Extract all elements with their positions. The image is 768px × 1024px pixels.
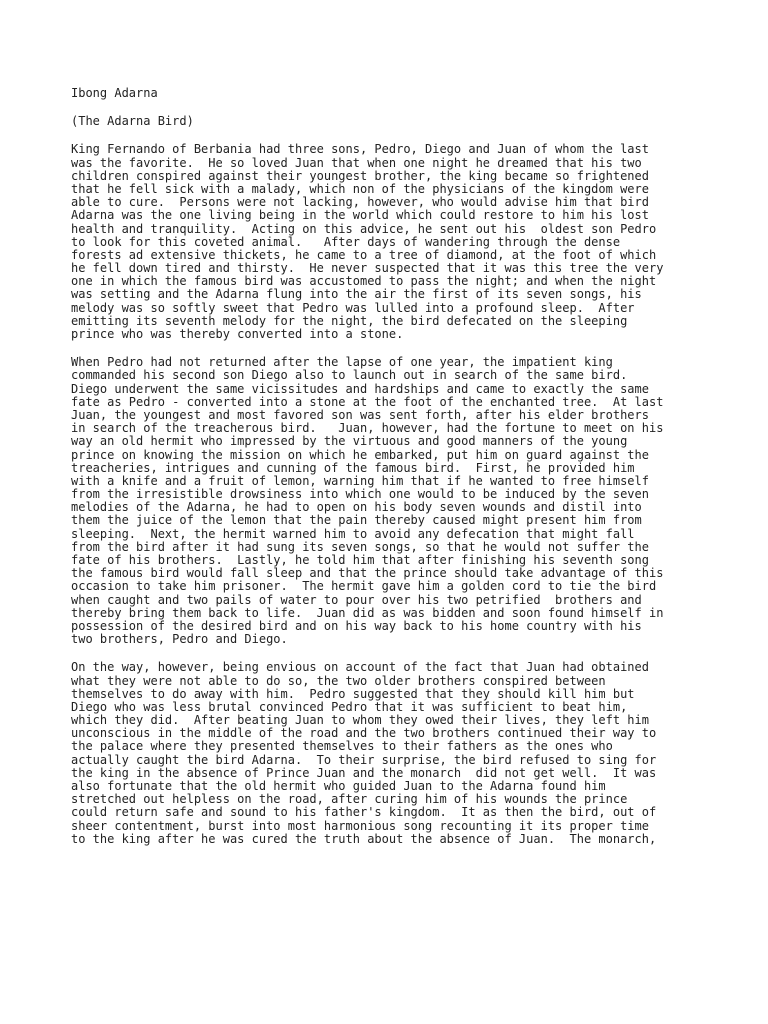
text-line: possession of the desired bird and on his way back to his home country with his bbox=[71, 618, 642, 633]
text-line: themselves to do away with him. Pedro suggested that they should kill him but bbox=[71, 686, 635, 701]
paragraph bbox=[71, 143, 708, 341]
text-line: sleeping. Next, the hermit warned him to avoid any defecation that might fall bbox=[71, 526, 635, 541]
text-line: prince who was thereby converted into a stone. bbox=[71, 327, 404, 341]
text-line: treacheries, intrigues and cunning of the famous bird. First, he provided him bbox=[71, 460, 635, 475]
text-line: occasion to take him prisoner. The hermit gave him a golden cord to tie the bird bbox=[71, 579, 657, 594]
text-line: what they were not able to do so, the two older brothers conspired between bbox=[71, 673, 606, 688]
text-line: from the irresistible drowsiness into which one would to be induced by the seven bbox=[71, 487, 649, 502]
document-body bbox=[71, 143, 708, 846]
paragraph bbox=[71, 661, 708, 846]
text-line: Diego who was less brutal convinced Pedro that it was sufficient to beat him, bbox=[71, 699, 628, 714]
text-line: actually caught the bird Adarna. To their surprise, the bird refused to sing for bbox=[71, 752, 657, 767]
text-line: which they did. After beating Juan to whom they owed their lives, they left him bbox=[71, 713, 649, 728]
text-line: was the favorite. He so loved Juan that when one night he dreamed that his two bbox=[71, 155, 642, 170]
text-line: melodies of the Adarna, he had to open on his body seven wounds and distil into bbox=[71, 500, 642, 515]
text-line: health and tranquility. Acting on this advice, he sent out his oldest son Pedro bbox=[71, 221, 657, 236]
text-line: Adarna was the one living being in the world which could restore to him his lost bbox=[71, 208, 649, 223]
text-line: one in which the famous bird was accustomed to pass the night; and when the night bbox=[71, 274, 657, 289]
text-line: to look for this coveted animal. After days of wandering through the dense bbox=[71, 234, 621, 249]
text-line: forests ad extensive thickets, he came to a tree of diamond, at the foot of which bbox=[71, 247, 657, 262]
text-line: with a knife and a fruit of lemon, warning him that if he wanted to free himself bbox=[71, 473, 649, 488]
text-line: the palace where they presented themselves to their fathers as the ones who bbox=[71, 739, 613, 754]
text-line: to the king after he was cured the truth about the absence of Juan. The monarch, bbox=[71, 831, 657, 846]
text-line: also fortunate that the old hermit who guided Juan to the Adarna found him bbox=[71, 779, 606, 793]
text-line: children conspired against their youngest brother, the king became so frightened bbox=[71, 168, 649, 183]
text-line: that he fell sick with a malady, which non of the physicians of the kingdom were bbox=[71, 181, 649, 196]
document-title: Ibong Adarna bbox=[71, 86, 158, 100]
text-line: Juan, the youngest and most favored son was sent forth, after his elder brothers bbox=[71, 407, 649, 422]
text-line: fate of his brothers. Lastly, he told him that after finishing his seventh song bbox=[71, 553, 649, 567]
text-line: them the juice of the lemon that the pain thereby caused might present him from bbox=[71, 513, 642, 528]
text-line: from the bird after it had sung its seven songs, so that he would not suffer the bbox=[71, 539, 649, 554]
text-line: able to cure. Persons were not lacking, however, who would advise him that bird bbox=[71, 195, 649, 210]
text-line: On the way, however, being envious on account of the fact that Juan had obtained bbox=[71, 660, 649, 675]
text-line: prince on knowing the mission on which he embarked, put him on guard against the bbox=[71, 447, 649, 462]
text-line: Diego underwent the same vicissitudes and hardships and came to exactly the same bbox=[71, 381, 649, 396]
text-line: he fell down tired and thirsty. He never suspected that it was this tree the very bbox=[71, 261, 664, 276]
text-line: two brothers, Pedro and Diego. bbox=[71, 632, 288, 647]
paragraph bbox=[71, 356, 708, 646]
text-line: could return safe and sound to his father's kingdom. It as then the bird, out of bbox=[71, 805, 657, 820]
text-line: sheer contentment, burst into most harmonious song recounting it its proper time bbox=[71, 818, 649, 833]
text-line: stretched out helpless on the road, after curing him of his wounds the prince bbox=[71, 792, 628, 807]
document-subtitle: (The Adarna Bird) bbox=[71, 114, 194, 129]
text-line: the king in the absence of Prince Juan and the monarch did not get well. It was bbox=[71, 765, 657, 780]
text-line: thereby bring them back to life. Juan did as was bidden and soon found himself in bbox=[71, 605, 664, 620]
text-line: King Fernando of Berbania had three sons, Pedro, Diego and Juan of whom the last bbox=[71, 142, 649, 157]
text-line: commanded his second son Diego also to launch out in search of the same bird. bbox=[71, 368, 628, 383]
text-line: when caught and two pails of water to pour over his two petrified brothers and bbox=[71, 592, 642, 607]
text-line: melody was so softly sweet that Pedro was lulled into a profound sleep. After bbox=[71, 300, 635, 315]
text-line: emitting its seventh melody for the night, the bird defecated on the sleeping bbox=[71, 313, 628, 328]
text-line: way an old hermit who impressed by the virtuous and good manners of the young bbox=[71, 434, 628, 449]
text-line: unconscious in the middle of the road and the two brothers continued their way to bbox=[71, 726, 657, 741]
text-line: fate as Pedro - converted into a stone at the foot of the enchanted tree. At last bbox=[71, 394, 664, 409]
text-line: was setting and the Adarna flung into the air the first of its seven songs, his bbox=[71, 287, 642, 302]
text-line: in search of the treacherous bird. Juan, however, had the fortune to meet on his bbox=[71, 421, 664, 436]
text-line: the famous bird would fall sleep and that the prince should take advantage of this bbox=[71, 566, 664, 581]
text-line: When Pedro had not returned after the lapse of one year, the impatient king bbox=[71, 355, 613, 370]
